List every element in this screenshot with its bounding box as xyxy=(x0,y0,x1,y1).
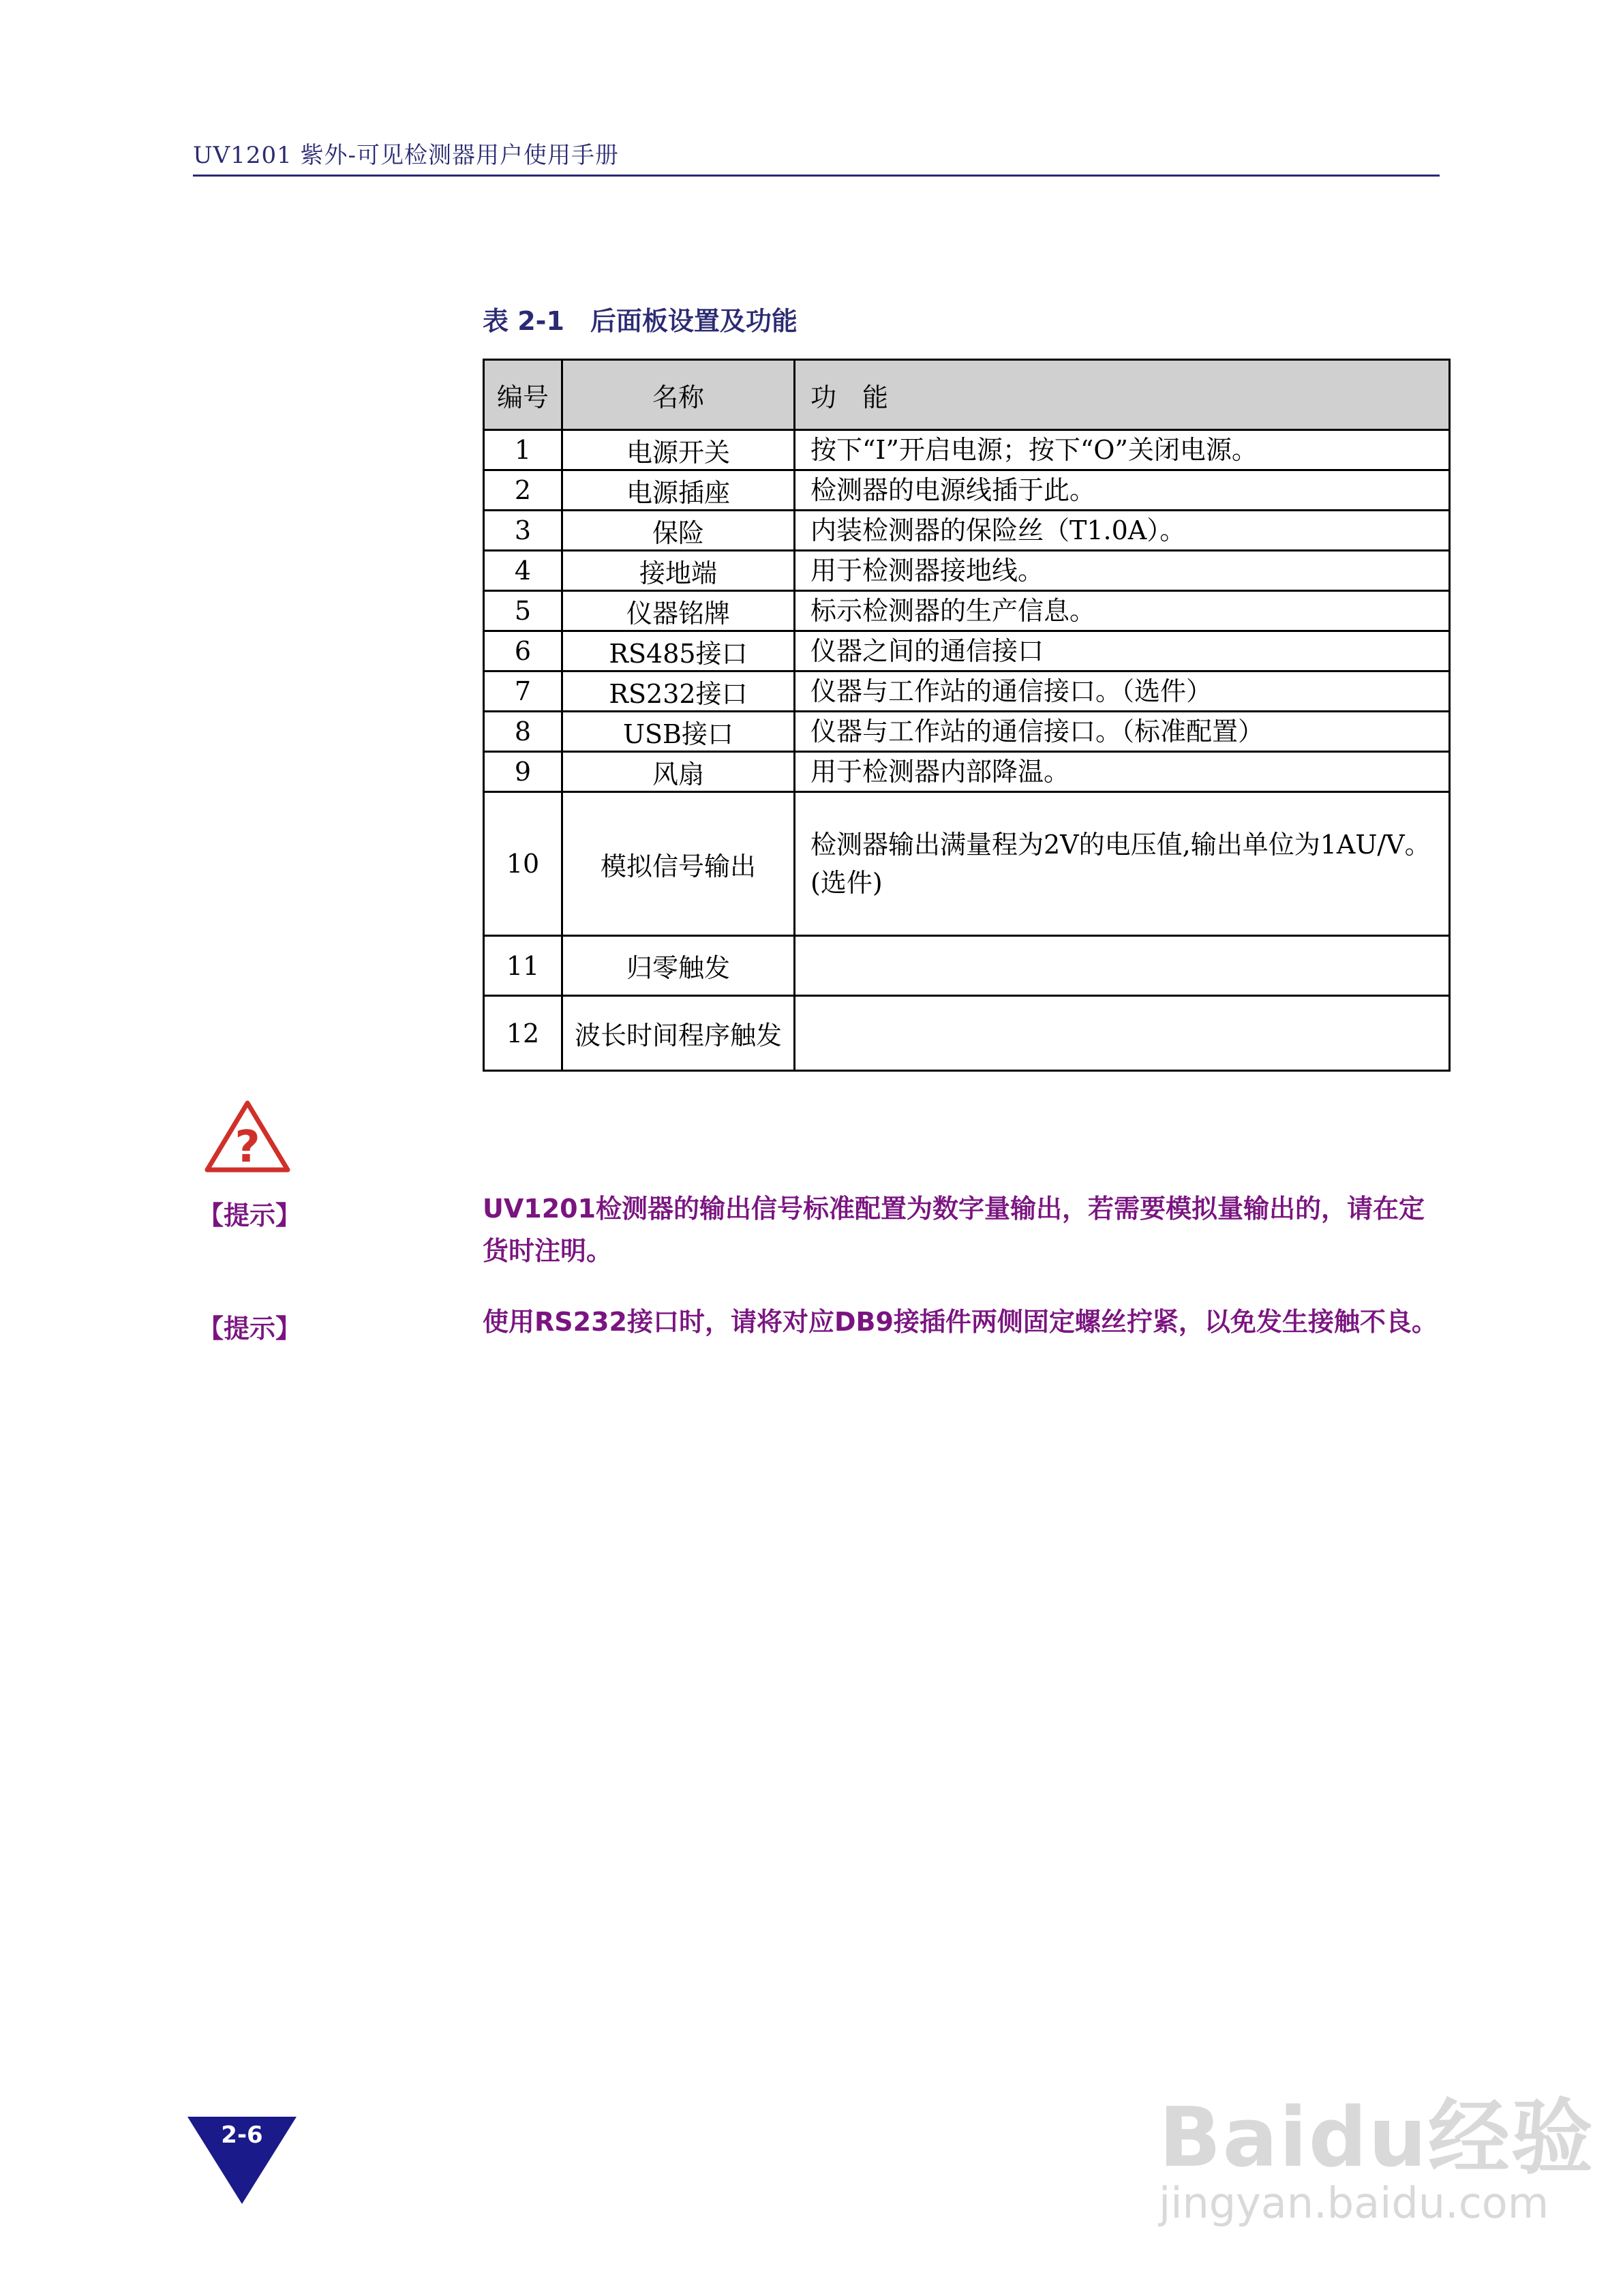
row-function: 用于检测器内部降温。 xyxy=(795,752,1450,792)
table-row xyxy=(484,470,1450,511)
row-number: 2 xyxy=(484,470,562,511)
row-number: 9 xyxy=(484,752,562,792)
row-number: 12 xyxy=(484,996,562,1071)
row-name: 波长时间程序触发 xyxy=(562,996,795,1071)
row-function: 检测器的电源线插于此。 xyxy=(795,470,1450,511)
table-header-row xyxy=(484,360,1450,430)
row-function: 标示检测器的生产信息。 xyxy=(795,591,1450,631)
table-row xyxy=(484,712,1450,752)
row-function: 按下“I”开启电源；按下“O”关闭电源。 xyxy=(795,430,1450,470)
row-name: 归零触发 xyxy=(562,936,795,996)
table-row xyxy=(484,996,1450,1071)
column-header-name: 名称 xyxy=(562,360,795,430)
row-number: 4 xyxy=(484,551,562,591)
column-header-function: 功 能 xyxy=(795,360,1450,430)
row-number: 8 xyxy=(484,712,562,752)
row-function: 仪器与工作站的通信接口。（选件） xyxy=(795,671,1450,712)
row-function: 内装检测器的保险丝（T1.0A）。 xyxy=(795,511,1450,551)
row-number: 11 xyxy=(484,936,562,996)
row-name: 风扇 xyxy=(562,752,795,792)
table-row xyxy=(484,752,1450,792)
header-divider xyxy=(193,175,1440,177)
row-function: 仪器之间的通信接口 xyxy=(795,631,1450,671)
row-function: 仪器与工作站的通信接口。（标准配置） xyxy=(795,712,1450,752)
row-name: RS485接口 xyxy=(562,631,795,671)
table-row xyxy=(484,430,1450,470)
svg-text:?: ? xyxy=(234,1122,260,1173)
manual-title: UV1201 紫外-可见检测器用户使用手册 xyxy=(193,142,620,169)
watermark-url: jingyan.baidu.com xyxy=(1159,2178,1549,2228)
rear-panel-table xyxy=(483,359,1451,1072)
tip-label: 【提示】 xyxy=(198,1200,302,1230)
warning-question-icon xyxy=(203,1099,292,1178)
row-name: 电源开关 xyxy=(562,430,795,470)
row-name: RS232接口 xyxy=(562,671,795,712)
row-number: 3 xyxy=(484,511,562,551)
row-function xyxy=(795,996,1450,1071)
table-row xyxy=(484,591,1450,631)
table-row xyxy=(484,936,1450,996)
row-name: 保险 xyxy=(562,511,795,551)
row-number: 5 xyxy=(484,591,562,631)
row-name: 电源插座 xyxy=(562,470,795,511)
row-name: USB接口 xyxy=(562,712,795,752)
row-name: 仪器铭牌 xyxy=(562,591,795,631)
tip-text: 使用RS232接口时，请将对应DB9接插件两侧固定螺丝拧紧，以免发生接触不良。 xyxy=(483,1307,1438,1337)
row-function: 用于检测器接地线。 xyxy=(795,551,1450,591)
table-row xyxy=(484,551,1450,591)
table-row xyxy=(484,511,1450,551)
row-number: 10 xyxy=(484,792,562,936)
row-number: 7 xyxy=(484,671,562,712)
table-caption: 表 2-1 后面板设置及功能 xyxy=(483,306,798,336)
table-row xyxy=(484,671,1450,712)
column-header-number: 编号 xyxy=(484,360,562,430)
table-row xyxy=(484,792,1450,936)
row-name: 接地端 xyxy=(562,551,795,591)
row-function: 检测器输出满量程为2V的电压值,输出单位为1AU/V。(选件) xyxy=(795,792,1450,936)
row-function xyxy=(795,936,1450,996)
page-number: 2-6 xyxy=(221,2121,263,2149)
tip-label: 【提示】 xyxy=(198,1314,302,1344)
watermark-logo: Baidu经验 xyxy=(1159,2091,1594,2186)
row-number: 6 xyxy=(484,631,562,671)
row-number: 1 xyxy=(484,430,562,470)
row-name: 模拟信号输出 xyxy=(562,792,795,936)
tip-text: UV1201检测器的输出信号标准配置为数字量输出，若需要模拟量输出的，请在定货时注明。 xyxy=(483,1194,1425,1266)
table-row xyxy=(484,631,1450,671)
